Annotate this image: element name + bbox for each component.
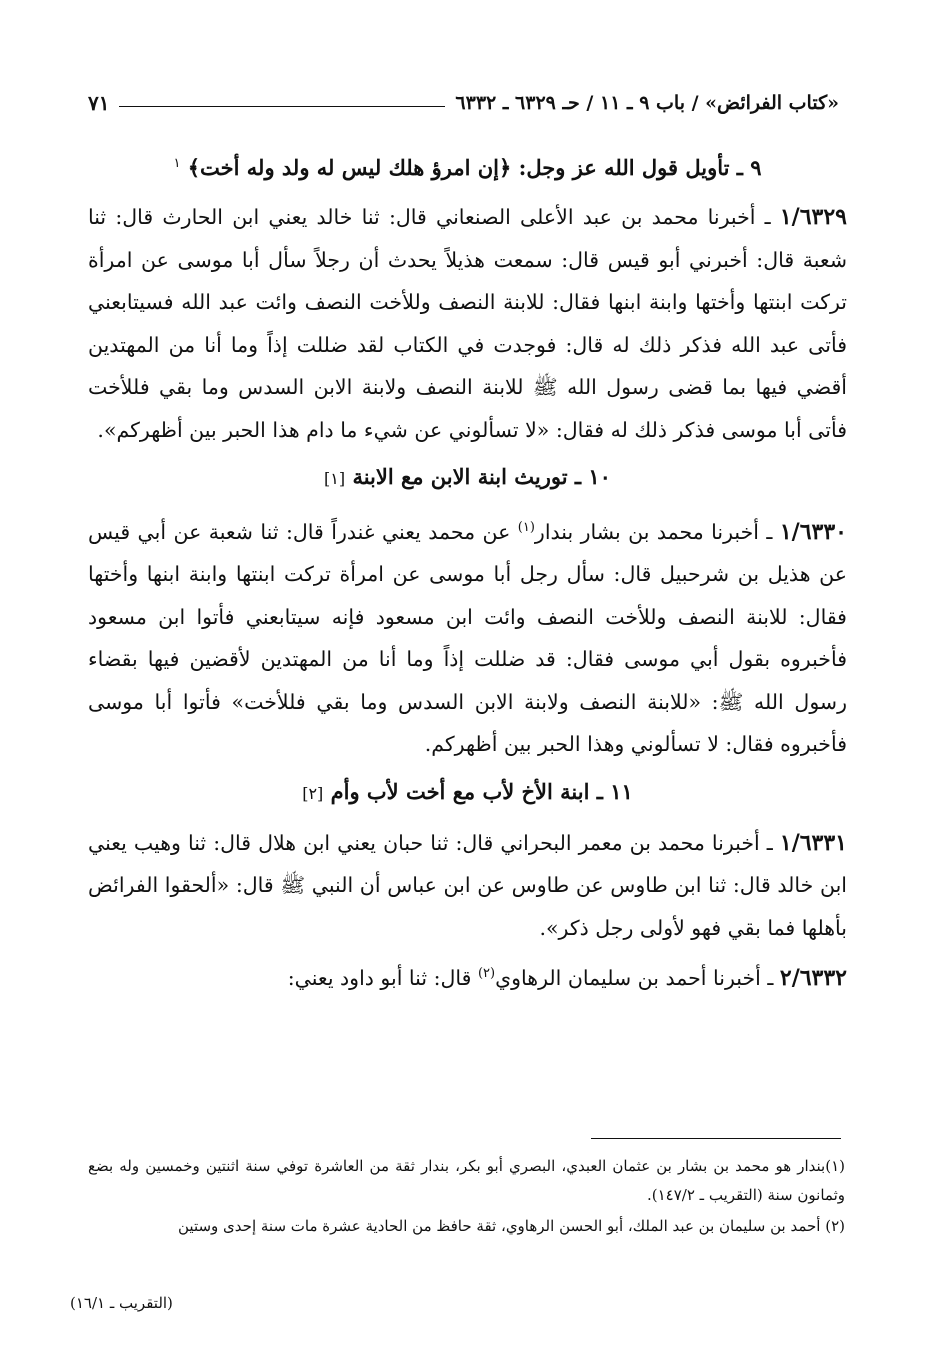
hadith-number: ٢/٦٣٣٢ <box>779 965 847 992</box>
hadith-text: ـ أخبرنا محمد بن عبد الأعلى الصنعاني قال: ثنا خالد يعني ابن الحارث قال: ثنا شعبة قال: أخبرني أبو قيس قال: سمعت هذيلاً يحدث أن رجلاً سأل أبا موسى عن امرأة تركت ابنتها وأختها وابنة ابنها فقال: للابنة النصف وللأخت النصف وائت عبد الله فسيتابعني فأتى عبد الله فذكر ذلك له قال: فوجدت في الكتاب لقد ضللت إذاً وما أنا من المهتدين أقضي فيها بما قضى رسول الله ﷺ للابنة النصف ولابنة الابن السدس وما بقي فللأخت فأتى أبا موسى فذكر ذلك له فقال: «لا تسألوني عن شيء ما دام هذا الحبر بين أظهركم». <box>88 205 847 442</box>
footnote-2: (٢) أحمد بن سليمان بن عبد الملك، أبو الحسن الرهاوي، ثقة حافظ من الحادية عشرة مات سنة إحدى وستين <box>178 1217 845 1235</box>
section-heading-9 <box>88 142 847 190</box>
section-heading-note: ١ <box>173 156 181 171</box>
section-heading-note: [٢] <box>302 783 324 803</box>
running-header <box>88 86 839 120</box>
hadith-6330 <box>88 507 847 766</box>
hadith-6332 <box>88 953 847 999</box>
hadith-text-continued: قال: ثنا أبو داود يعني: <box>287 966 478 991</box>
page-number: ٧١ <box>88 91 110 115</box>
hadith-text: ـ أخبرنا محمد بن معمر البحراني قال: ثنا حبان يعني ابن هلال قال: ثنا وهيب يعني ابن خالد قال: ثنا ابن طاوس عن طاوس عن ابن عباس أن النبي ﷺ قال: «ألحقوا الفرائض بأهلها فما بقي فهو لأولى رجل ذكر». <box>88 830 847 940</box>
running-title: «كتاب الفرائض» / باب ٩ ـ ١١ / حـ ٦٣٢٩ ـ ٦٣٣٢ <box>455 92 839 114</box>
hadith-text-continued: عن محمد يعني غندراً قال: ثنا شعبة عن أبي قيس عن هذيل بن شرحبيل قال: سأل رجل أبا موسى عن امرأة تركت ابنتها وابنة ابنها وأختها فقال: للابنة النصف وللأخت النصف وائت ابن مسعود فإنه سيتابعني فأتوا ابن مسعود فأخبروه بقول أبي موسى فقال: قد ضللت إذاً وما أنا من المهتدين لأقضين فيها بقضاء رسول الله ﷺ: «للابنة النصف ولابنة الابن السدس وما بقي فللأخت» فأتوا أبا موسى فأخبروه فقال: لا تسألوني وهذا الحبر بين أظهركم. <box>88 519 847 757</box>
hadith-number: ١/٦٣٣٠ <box>779 518 847 545</box>
hadith-number: ١/٦٣٢٩ <box>779 204 847 230</box>
header-rule <box>119 106 445 107</box>
section-heading-note: [١] <box>324 469 346 488</box>
hadith-number: ١/٦٣٣١ <box>779 829 847 856</box>
main-text <box>88 140 847 1004</box>
footnote-marker[interactable]: (٢) <box>477 966 496 982</box>
hadith-text: ـ أخبرنا محمد بن بشار بندار <box>534 519 773 544</box>
hadith-6331 <box>88 822 847 950</box>
section-heading-11 <box>88 770 847 816</box>
section-heading-10 <box>88 455 847 501</box>
footnote-rule <box>591 1138 841 1139</box>
footnotes <box>88 1152 845 1243</box>
section-heading-text: ١٠ ـ توريث ابنة الابن مع الابنة <box>352 464 611 489</box>
hadith-text: ـ أخبرنا أحمد بن سليمان الرهاوي <box>495 966 774 991</box>
footnote-1: (١)بندار هو محمد بن بشار بن عثمان العبدي، البصري أبو بكر، بندار ثقة من العاشرة توفي سنة اثنتين وخمسين وله بضع وثمانون سنة (التقريب ـ ١٤٧/٢). <box>88 1157 845 1204</box>
hadith-6329 <box>88 196 847 451</box>
section-heading-text: ٩ ـ تأويل قول الله عز وجل: ﴿إن امرؤ هلك ليس له ولد وله أخت﴾ <box>187 155 762 180</box>
section-heading-text: ١١ ـ ابنة الأخ لأب مع أخت لأب وأم <box>330 778 633 804</box>
footnote-marker[interactable]: (١) <box>517 520 535 535</box>
footnote-reference: (التقريب ـ ١٦/١) <box>70 1294 173 1312</box>
